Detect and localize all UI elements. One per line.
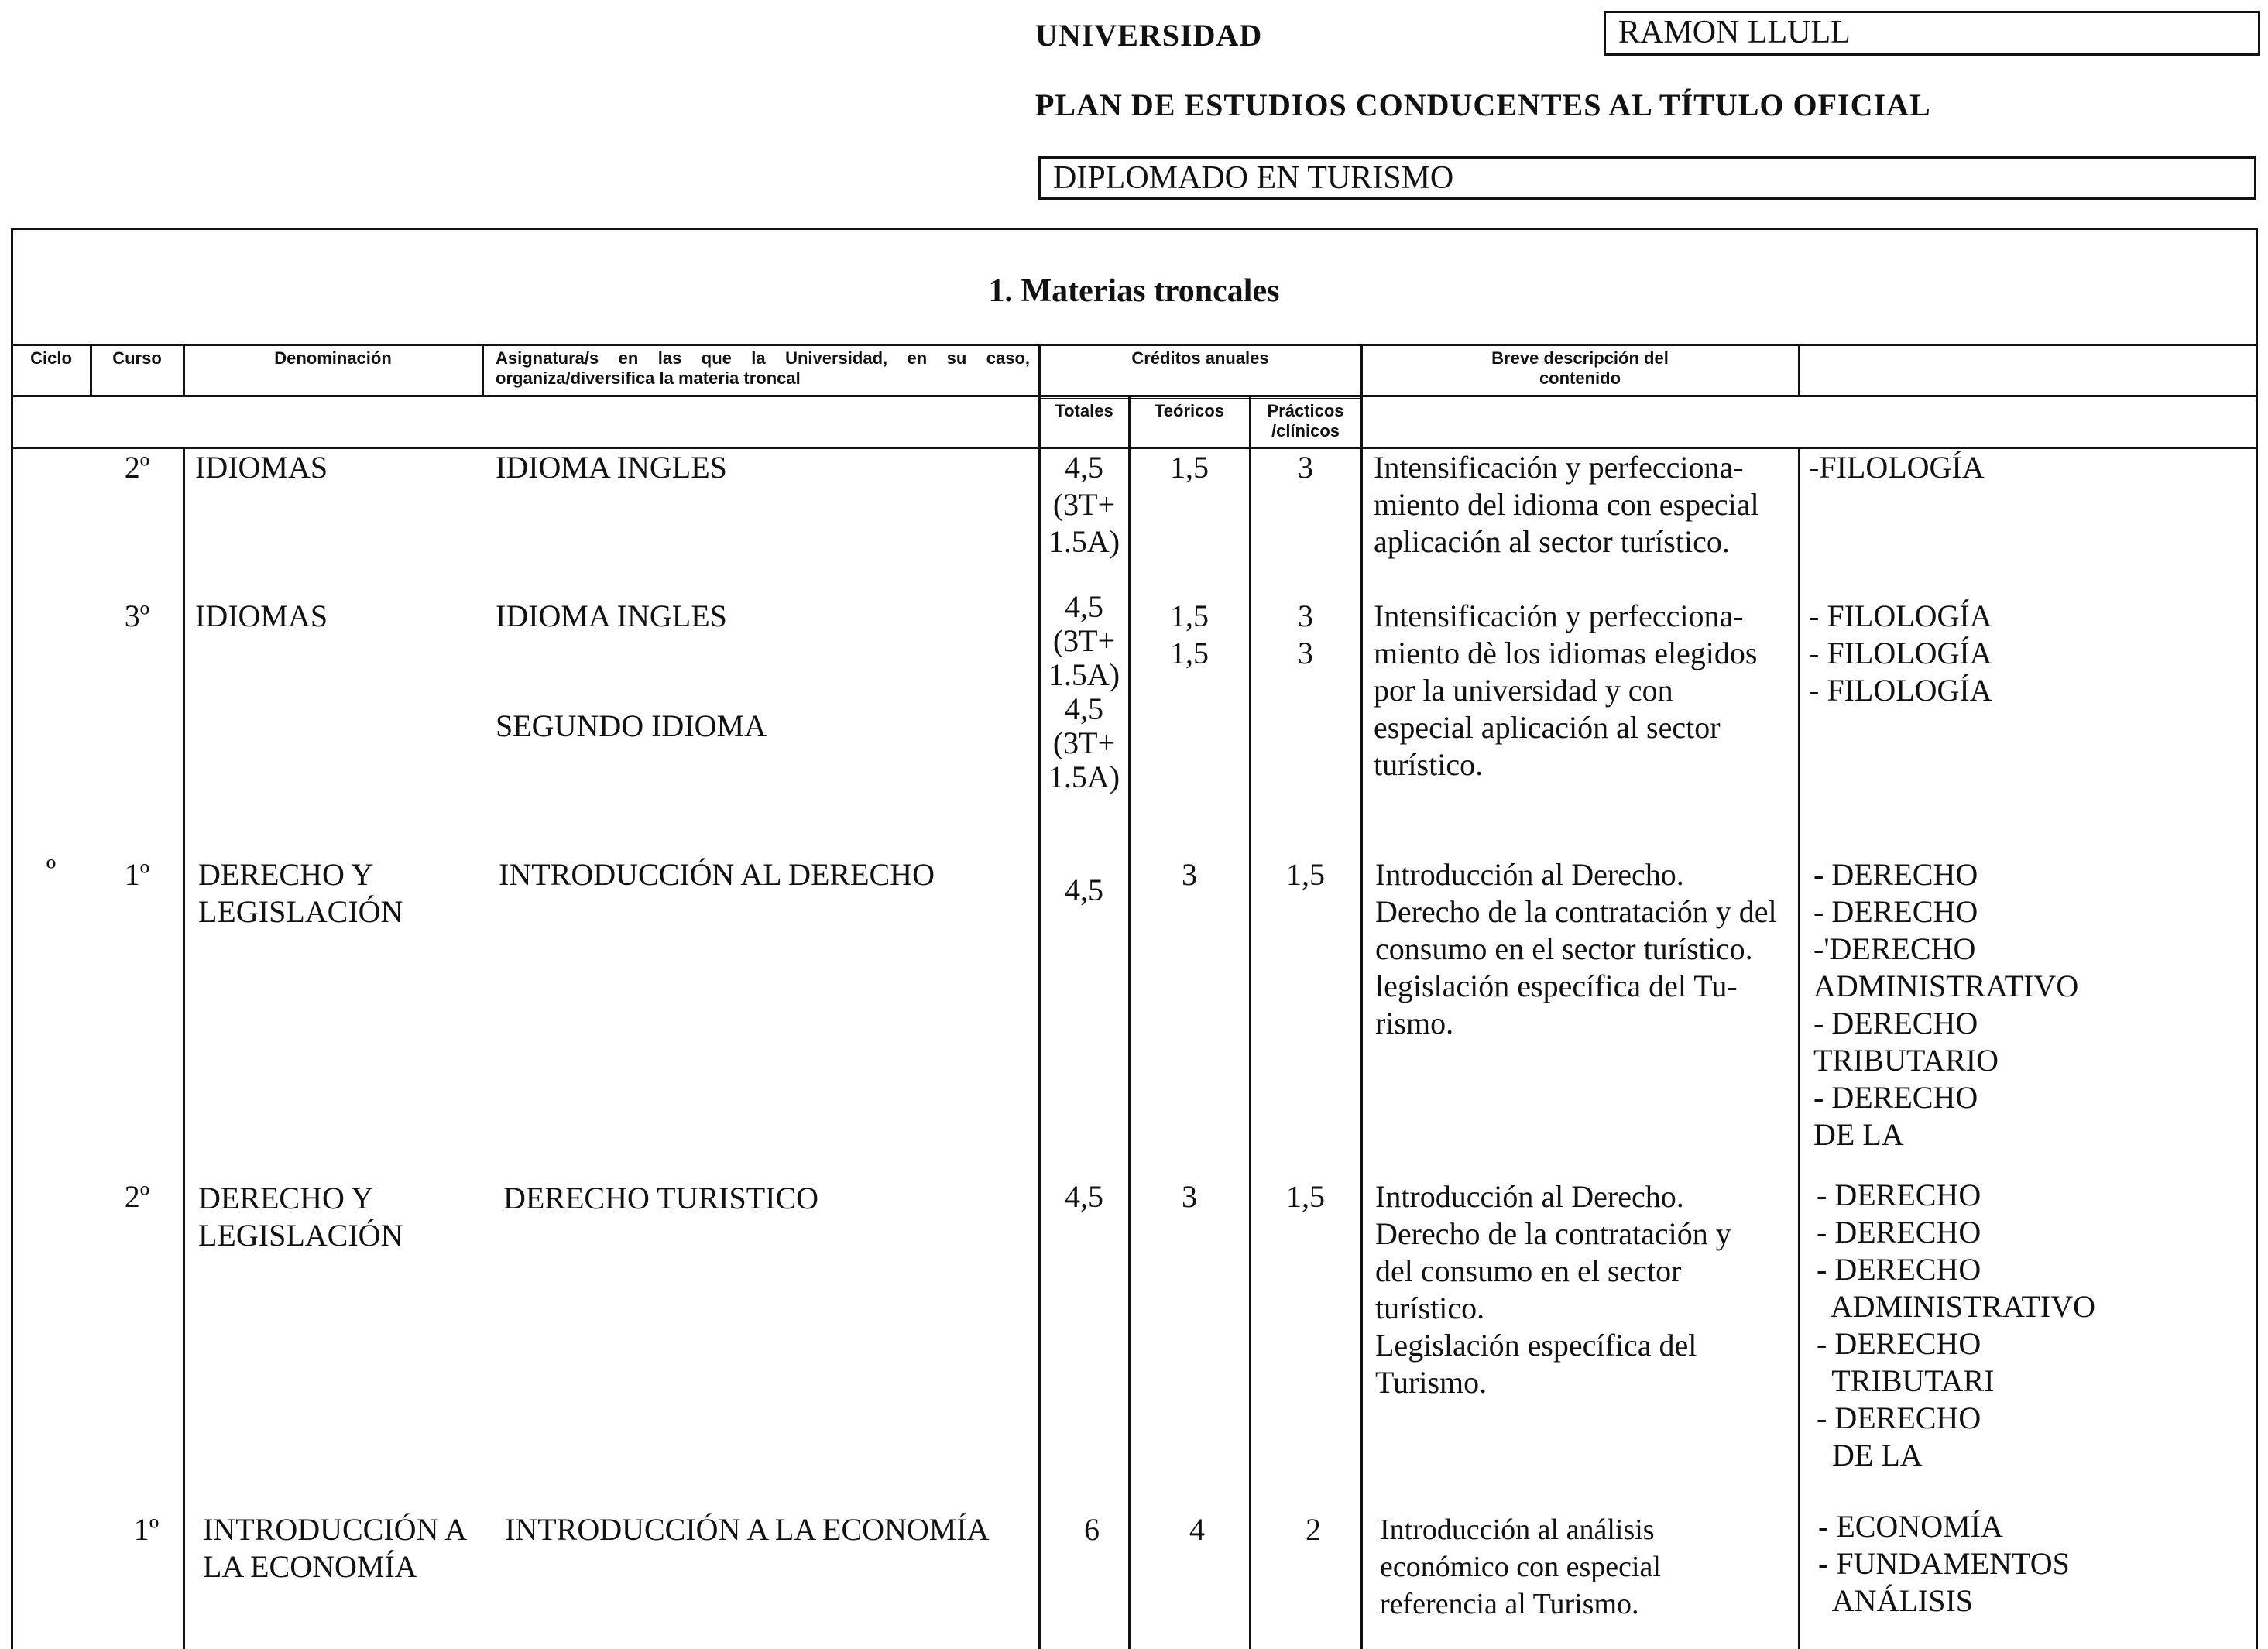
row5-denominacion: INTRODUCCIÓN A LA ECONOMÍA xyxy=(203,1512,468,1584)
row3-descripcion: Introducción al Derecho. Derecho de la contratación y del consumo en el sector turístico. legislación específica del Tu- rismo. xyxy=(1375,857,1777,1040)
col-rule-practicos xyxy=(1360,344,1363,1649)
col-rule-denom-head xyxy=(482,344,484,396)
row3-asignatura: INTRODUCCIÓN AL DERECHO xyxy=(499,857,935,892)
row2-curso: 3º xyxy=(124,598,150,633)
colhead-denominacion: Denominación xyxy=(274,348,392,368)
section-title: 1. Materias troncales xyxy=(988,273,1280,309)
row2-areas: - FILOLOGÍA - FILOLOGÍA - FILOLOGÍA xyxy=(1809,598,1992,708)
row2-asignatura: IDIOMA INGLES xyxy=(496,598,727,633)
plan-label: PLAN DE ESTUDIOS CONDUCENTES AL TÍTULO OFICIAL xyxy=(1035,87,1931,122)
colhead-asignatura-line1: Asignatura/s en las que la Universidad, en su caso, xyxy=(496,348,1030,368)
col-rule-teoricos xyxy=(1249,395,1251,1649)
colhead-creditos: Créditos anuales xyxy=(1131,348,1269,368)
row3-practicos: 1,5 xyxy=(1286,857,1325,892)
colhead-descripcion: Breve descripción del contenido xyxy=(1491,348,1669,388)
col-rule-descripcion xyxy=(1798,447,1800,1649)
col-rule-totales xyxy=(1128,395,1131,1649)
colhead-teoricos: Teóricos xyxy=(1154,401,1225,420)
university-name-box: RAMON LLULL xyxy=(1604,11,2260,56)
credits-subrule xyxy=(1038,398,1362,399)
row3-teoricos: 3 xyxy=(1182,857,1197,892)
row3-denominacion: DERECHO Y LEGISLACIÓN xyxy=(198,857,403,929)
row3-ciclo: º xyxy=(46,852,57,887)
row2-denominacion: IDIOMAS xyxy=(195,598,328,633)
row2-practicos: 3 3 xyxy=(1298,598,1313,670)
col-rule-curso xyxy=(183,447,185,1649)
colhead-asignatura-line2: organiza/diversifica la materia troncal xyxy=(496,369,801,388)
colhead-totales: Totales xyxy=(1055,401,1113,420)
row5-practicos: 2 xyxy=(1306,1512,1321,1547)
row2-totales: 4,5 (3T+ 1.5A) 4,5 (3T+ 1.5A) xyxy=(1048,589,1120,794)
row1-curso: 2º xyxy=(124,450,150,485)
row1-teoricos: 1,5 xyxy=(1170,450,1209,485)
row5-curso: 1º xyxy=(133,1512,160,1547)
row3-areas: - DERECHO - DERECHO -'DERECHO ADMINISTRATIVO - DERECHO TRIBUTARIO - DERECHO DE LA xyxy=(1813,857,2079,1152)
header-rule-mid xyxy=(11,395,2258,397)
row1-practicos: 3 xyxy=(1298,450,1313,485)
row4-totales: 4,5 xyxy=(1065,1179,1103,1214)
row1-denominacion: IDIOMAS xyxy=(195,450,328,485)
colhead-ciclo: Ciclo xyxy=(30,348,72,368)
row4-areas: - DERECHO - DERECHO - DERECHO ADMINISTRATIVO - DERECHO TRIBUTARI - DERECHO DE LA xyxy=(1817,1178,2095,1472)
row3-totales: 4,5 xyxy=(1065,872,1103,907)
row5-descripcion: Introducción al análisis económico con especial referencia al Turismo. xyxy=(1380,1514,1661,1620)
row5-asignatura: INTRODUCCIÓN A LA ECONOMÍA xyxy=(505,1512,990,1547)
colhead-practicos: Prácticos /clínicos xyxy=(1267,401,1344,441)
row4-teoricos: 3 xyxy=(1182,1179,1197,1214)
row2-teoricos: 1,5 1,5 xyxy=(1170,598,1209,670)
row5-areas: - ECONOMÍA - FUNDAMENTOS ANÁLISIS xyxy=(1818,1509,2070,1618)
row1-descripcion: Intensificación y perfecciona- miento del idioma con especial aplicación al sector turístico. xyxy=(1374,450,1759,559)
header-rule-top xyxy=(11,344,2258,346)
row3-curso: 1º xyxy=(124,857,150,892)
row4-asignatura: DERECHO TURISTICO xyxy=(503,1181,819,1215)
university-label: UNIVERSIDAD xyxy=(1035,18,1263,53)
col-rule-desc-head xyxy=(1798,344,1800,396)
row4-practicos: 1,5 xyxy=(1286,1179,1325,1214)
row5-totales: 6 xyxy=(1084,1512,1100,1547)
row5-teoricos: 4 xyxy=(1189,1512,1205,1547)
row1-asignatura: IDIOMA INGLES xyxy=(496,450,727,485)
degree-box: DIPLOMADO EN TURISMO xyxy=(1038,156,2256,200)
row2-asignatura-2: SEGUNDO IDIOMA xyxy=(496,708,767,743)
row4-curso: 2º xyxy=(124,1179,150,1214)
row4-descripcion: Introducción al Derecho. Derecho de la contratación y del consumo en el sector turístico. Legislación específica del Turismo. xyxy=(1375,1179,1731,1400)
row4-denominacion: DERECHO Y LEGISLACIÓN xyxy=(198,1181,403,1253)
row1-areas: -FILOLOGÍA xyxy=(1809,450,1985,485)
row2-descripcion: Intensificación y perfecciona- miento dè los idiomas elegidos por la universidad y con especial aplicación al sector turístico. xyxy=(1374,598,1758,782)
colhead-curso: Curso xyxy=(112,348,162,368)
row1-totales: 4,5 (3T+ 1.5A) xyxy=(1048,450,1120,559)
